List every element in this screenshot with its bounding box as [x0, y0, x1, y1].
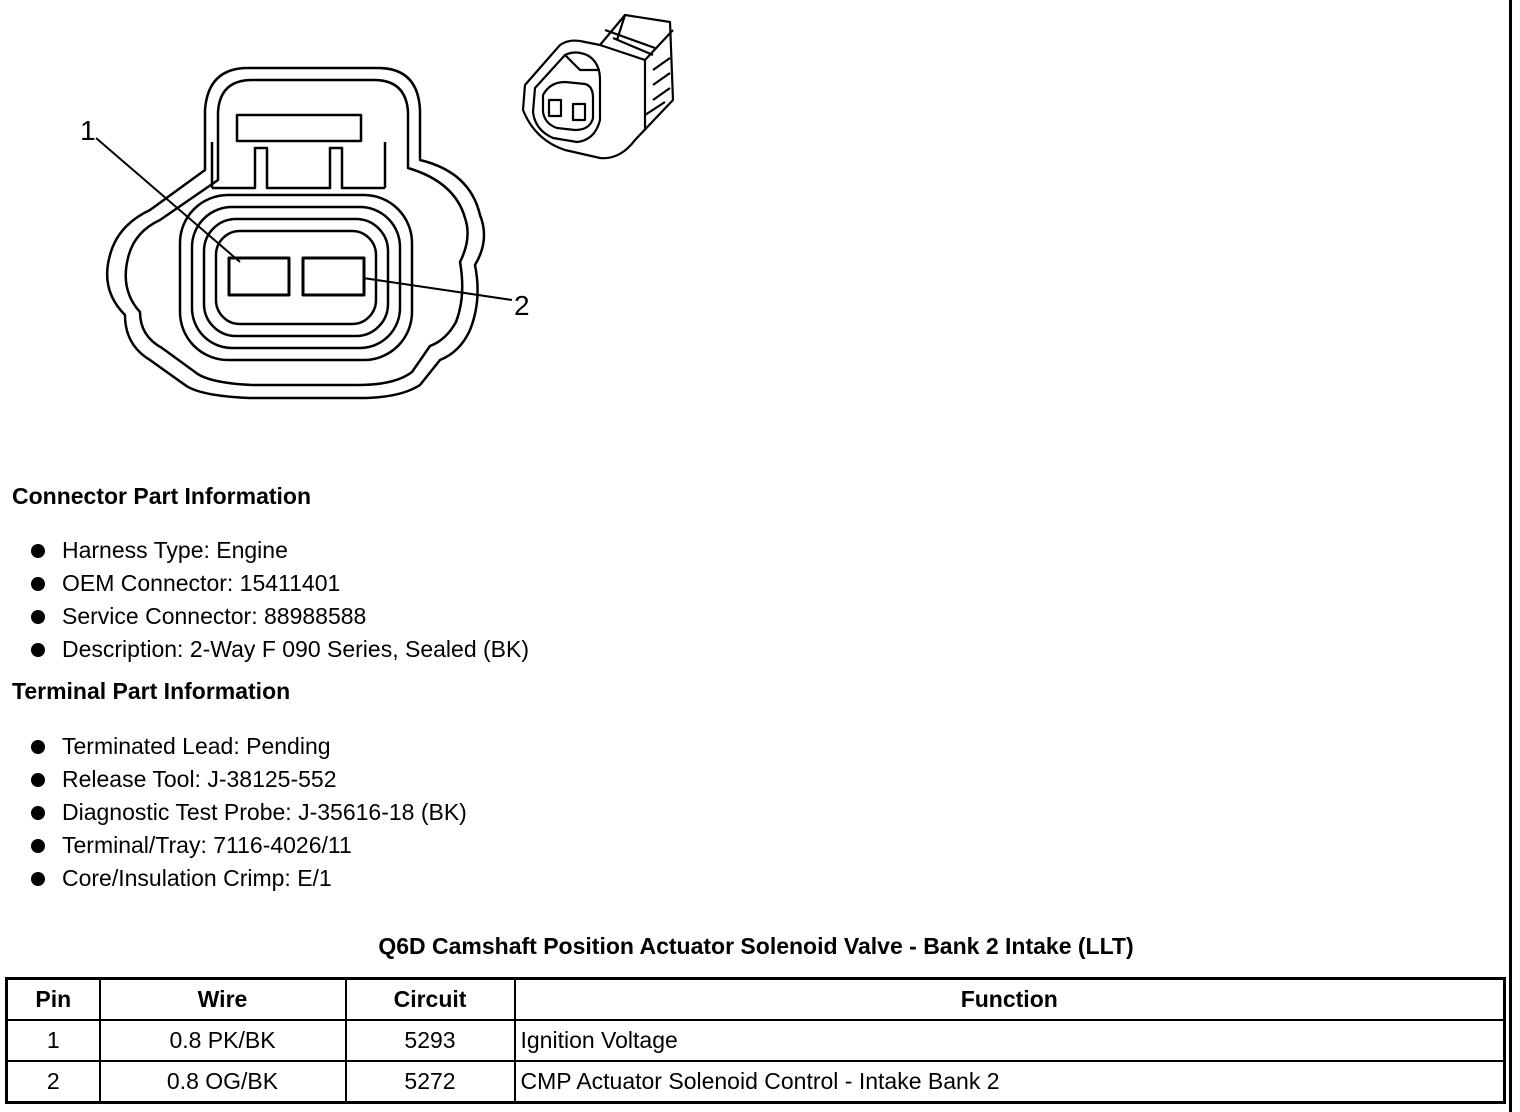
list-item-text: Release Tool: J-38125-552 — [62, 766, 337, 792]
list-item-text: Harness Type: Engine — [62, 537, 288, 563]
connector-info-list — [28, 534, 529, 666]
cell-circuit: 5272 — [346, 1061, 515, 1103]
cell-pin: 1 — [7, 1020, 100, 1061]
list-item-text: Terminal/Tray: 7116-4026/11 — [62, 832, 352, 858]
table-row — [7, 1061, 1505, 1103]
cell-pin: 2 — [7, 1061, 100, 1103]
cell-wire: 0.8 OG/BK — [100, 1061, 346, 1103]
list-item-text: Terminated Lead: Pending — [62, 733, 331, 759]
list-item-text: Service Connector: 88988588 — [62, 603, 367, 629]
list-item — [28, 796, 467, 829]
column-header-wire: Wire — [100, 979, 346, 1021]
list-item-text: Core/Insulation Crimp: E/1 — [62, 865, 332, 891]
bullet-icon — [31, 740, 45, 754]
bullet-icon — [31, 872, 45, 886]
bullet-icon — [31, 773, 45, 787]
pin-label-2: 2 — [514, 290, 530, 321]
bullet-icon — [31, 577, 45, 591]
bullet-icon — [31, 610, 45, 624]
table-row — [7, 1020, 1505, 1061]
column-header-function: Function — [515, 979, 1505, 1021]
list-item — [28, 633, 529, 666]
list-item — [28, 862, 467, 895]
bullet-icon — [31, 544, 45, 558]
column-header-pin: Pin — [7, 979, 100, 1021]
pin-table — [5, 977, 1506, 1104]
list-item-text: Diagnostic Test Probe: J-35616-18 (BK) — [62, 799, 467, 825]
connector-info-heading: Connector Part Information — [12, 483, 312, 509]
list-item — [28, 567, 529, 600]
list-item — [28, 730, 467, 763]
pin-label-1: 1 — [80, 115, 96, 146]
table-header-row — [7, 979, 1505, 1021]
list-item-text: OEM Connector: 15411401 — [62, 570, 341, 596]
cell-function: Ignition Voltage — [515, 1020, 1505, 1061]
table-title: Q6D Camshaft Position Actuator Solenoid Valve - Bank 2 Intake (LLT) — [378, 933, 1134, 959]
connector-isometric-icon — [505, 0, 680, 175]
list-item — [28, 534, 529, 567]
terminal-info-list — [28, 730, 467, 895]
cell-circuit: 5293 — [346, 1020, 515, 1061]
bullet-icon — [31, 643, 45, 657]
bullet-icon — [31, 839, 45, 853]
bullet-icon — [31, 806, 45, 820]
list-item — [28, 600, 529, 633]
list-item — [28, 829, 467, 862]
terminal-info-heading: Terminal Part Information — [12, 678, 291, 704]
cell-wire: 0.8 PK/BK — [100, 1020, 346, 1061]
column-header-circuit: Circuit — [346, 979, 515, 1021]
list-item-text: Description: 2-Way F 090 Series, Sealed (BK) — [62, 636, 529, 662]
cell-function: CMP Actuator Solenoid Control - Intake Bank 2 — [515, 1061, 1505, 1103]
list-item — [28, 763, 467, 796]
